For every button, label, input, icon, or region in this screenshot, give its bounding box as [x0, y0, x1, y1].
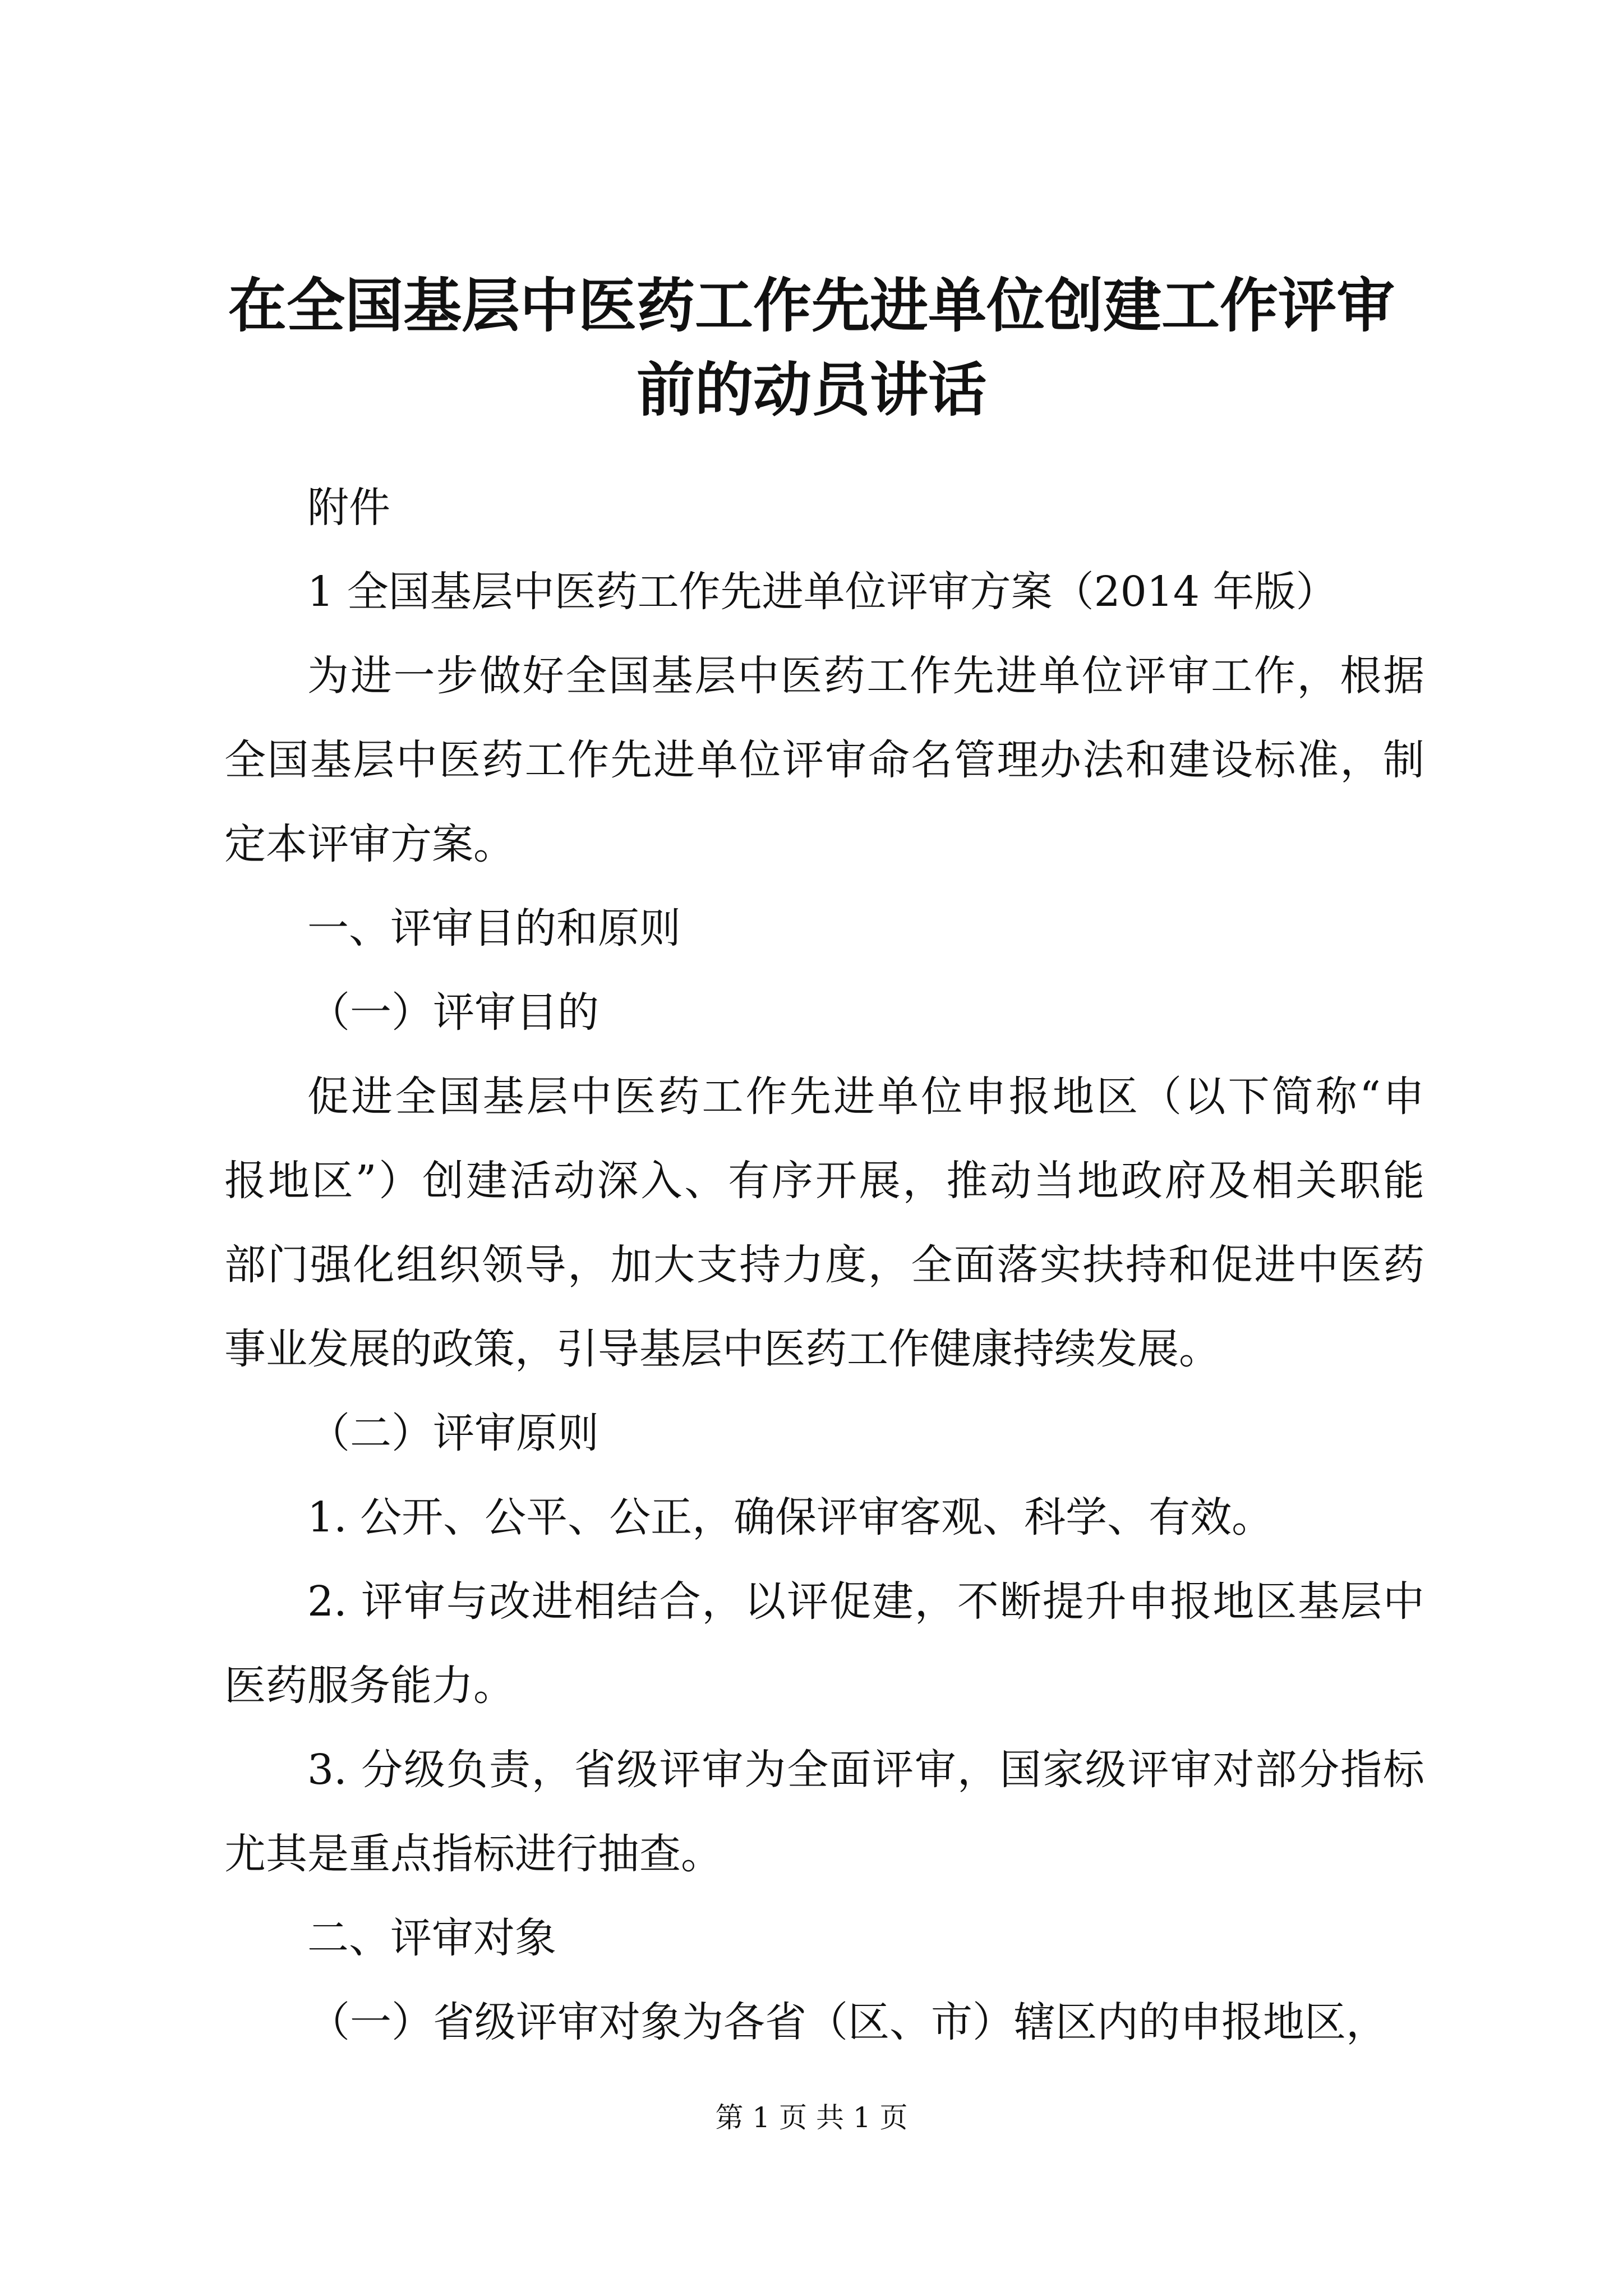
paragraph-line: 定本评审方案。: [224, 820, 515, 868]
title-line-1: 在全国基层中医药工作先进单位创建工作评审: [228, 271, 1395, 340]
attachment-title: 1 全国基层中医药工作先进单位评审方案（2014 年版）: [307, 568, 1338, 616]
title-line-2: 前的动员讲话: [636, 355, 986, 424]
paragraph-line: 报地区”）创建活动深入、有序开展，推动当地政府及相关职能: [224, 1157, 1424, 1205]
document-body: [224, 466, 1424, 2064]
subsection-heading: （一）评审目的: [308, 988, 599, 1037]
document-title: [191, 264, 1432, 432]
paragraph-line: 尤其是重点指标进行抽查。: [224, 1830, 722, 1878]
paragraph-line: 全国基层中医药工作先进单位评审命名管理办法和建设标准，制: [224, 736, 1424, 784]
numbered-item: 3. 分级负责，省级评审为全面评审，国家级评审对部分指标: [307, 1746, 1424, 1794]
attachment-label: 附件: [307, 484, 390, 532]
paragraph-line: 医药服务能力。: [224, 1662, 515, 1710]
numbered-item: 2. 评审与改进相结合，以评促建，不断提升申报地区基层中: [307, 1577, 1424, 1626]
section-heading: 二、评审对象: [307, 1914, 556, 1962]
paragraph-line: 部门强化组织领导，加大支持力度，全面落实扶持和促进中医药: [224, 1241, 1424, 1289]
paragraph-line: 事业发展的政策，引导基层中医药工作健康持续发展。: [224, 1325, 1220, 1373]
subsection-heading: （二）评审原则: [308, 1409, 599, 1457]
page-number-label: 第 1 页 共 1 页: [715, 2101, 908, 2134]
paragraph-line: 为进一步做好全国基层中医药工作先进单位评审工作，根据: [307, 652, 1424, 700]
page-footer: [0, 2098, 1623, 2137]
subsection-paragraph: （一）省级评审对象为各省（区、市）辖区内的申报地区，: [308, 1998, 1387, 2046]
paragraph-line: 促进全国基层中医药工作先进单位申报地区（以下简称“申: [307, 1073, 1424, 1121]
numbered-item: 1. 公开、公平、公正，确保评审客观、科学、有效。: [307, 1493, 1274, 1542]
section-heading: 一、评审目的和原则: [307, 904, 681, 953]
